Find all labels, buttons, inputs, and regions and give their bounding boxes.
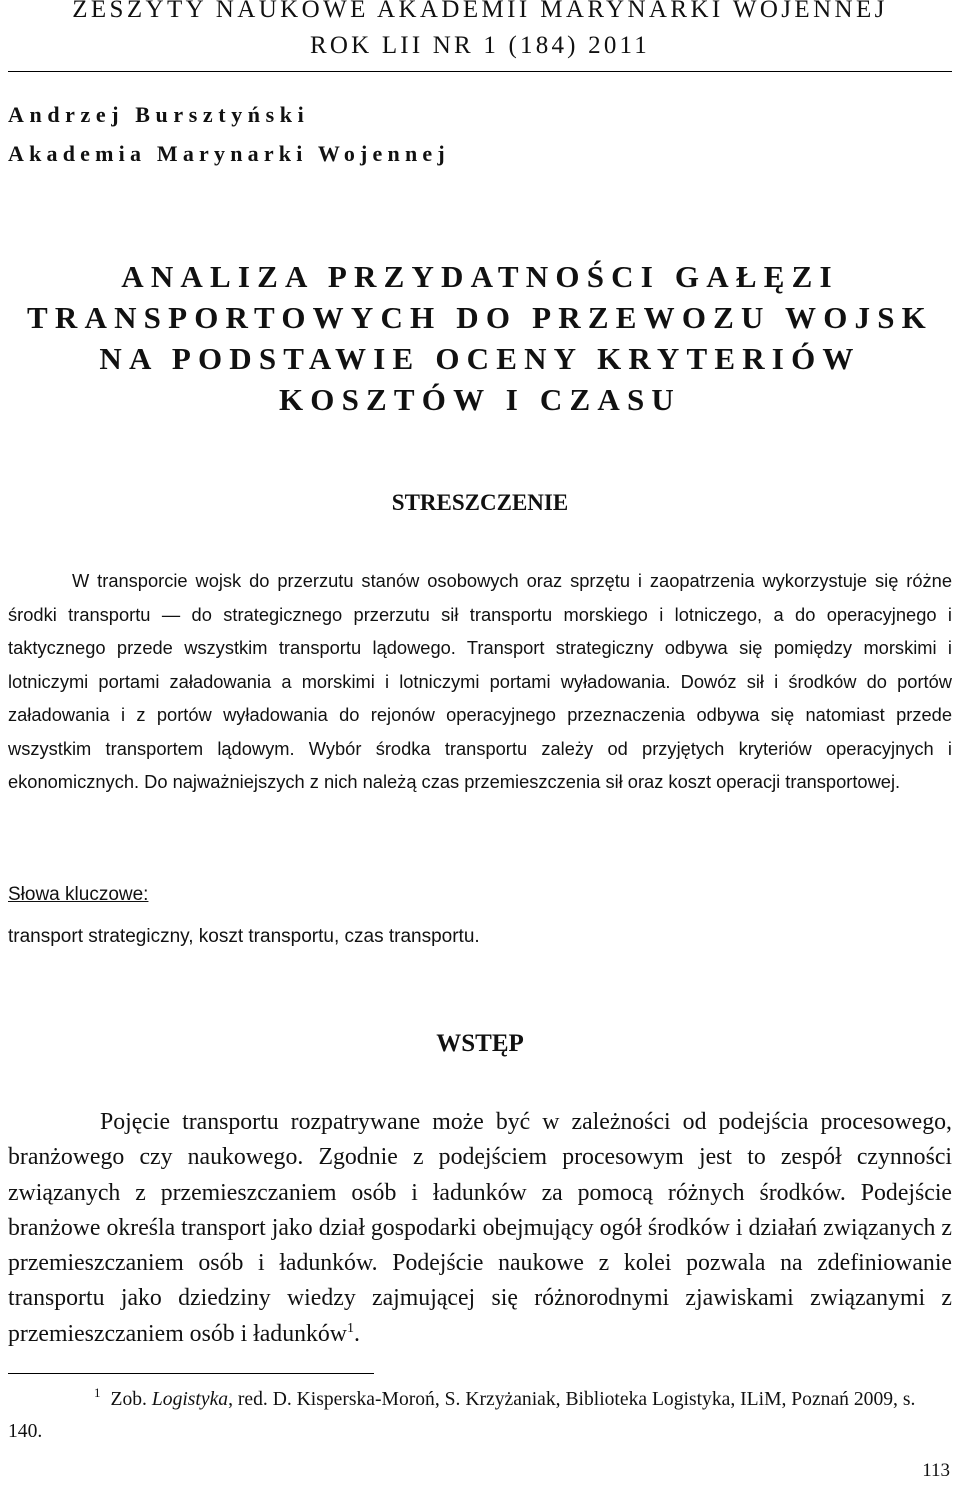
footnote: 1 Zob. Logistyka, red. D. Kisperska-Moroń, S. Krzyżaniak, Biblioteka Logistyka, ILiM, Poznań 2009, s. 140. [8,1385,916,1442]
header-divider [8,71,952,72]
keywords-text: transport strategiczny, koszt transportu, czas transportu. [8,926,480,947]
journal-issue: ROK LII NR 1 (184) 2011 [309,32,650,59]
intro-text: Pojęcie transportu rozpatrywane może być w zależności od podejścia procesowego, branżowego czy naukowego. Zgodnie z podejściem procesowym jest to zespół czynności związanych z przemieszczaniem osób i ładunków za pomocą różnych środków. Podejście branżowe określa transport jako dział gospodarki obejmujący ogół środków i działań związanych z przemieszczaniem osób i ładunków. Podejście naukowe z kolei pozwala na zdefiniowanie transportu jako dziedziny wiedzy zajmującej się różnorodnymi zjawiskami związanymi z przemieszczaniem osób i ładunków [8,1109,952,1347]
author-name: Andrzej Bursztyński [8,102,310,127]
footnote-rest: , red. D. Kisperska-Moroń, S. Krzyżaniak, Biblioteka Logistyka, ILiM, Poznań 2009, s. 140. [8,1389,916,1442]
paper-title-line: ANALIZA PRZYDATNOŚCI GAŁĘZI [121,259,839,294]
abstract-heading: STRESZCZENIE [391,490,569,515]
footnote-reference[interactable]: 1 [347,1320,354,1336]
footnote-prefix: Zob. [110,1389,147,1410]
intro-end: . [354,1320,360,1347]
keywords-label: Słowa kluczowe: [8,884,149,905]
section-heading-intro: WSTĘP [436,1030,524,1057]
paper-title-line: TRANSPORTOWYCH DO PRZEWOZU WOJSK [27,300,933,335]
intro-paragraph [8,1105,952,1352]
footnote-divider [8,1373,374,1374]
page-number: 113 [922,1460,950,1481]
abstract-paragraph: W transporcie wojsk do przerzutu stanów osobowych oraz sprzętu i zaopatrzenia wykorzystuje się różne środki transportu — do strategicznego przerzutu sił transportu morskiego i lotniczego, a do operacyjnego i taktycznego przede wszystkim transportu lądowego. Transport strategiczny odbywa się pomiędzy morskimi i lotniczymi portami załadowania a morskimi i lotniczymi portami wyładowania. Dowóz sił i środków do portów załadowania i z portów wyładowania do rejonów operacyjnego przeznaczenia odbywa się natomiast przede wszystkim transportem lądowym. Wybór środka transportu zależy od przyjętych kryteriów operacyjnych i ekonomicznych. Do najważniejszych z nich należą czas przemieszczenia sił oraz koszt operacji transportowej. [8,570,952,792]
paper-title-line: NA PODSTAWIE OCENY KRYTERIÓW [99,341,861,376]
footnote-book-title: Logistyka [151,1389,229,1410]
author-affiliation: Akademia Marynarki Wojennej [8,141,450,166]
abstract-text [8,564,952,799]
paper-title [0,256,960,420]
paper-title-line: KOSZTÓW I CZASU [278,382,681,417]
journal-title: ZESZYTY NAUKOWE AKADEMII MARYNARKI WOJENNEJ [72,0,888,23]
